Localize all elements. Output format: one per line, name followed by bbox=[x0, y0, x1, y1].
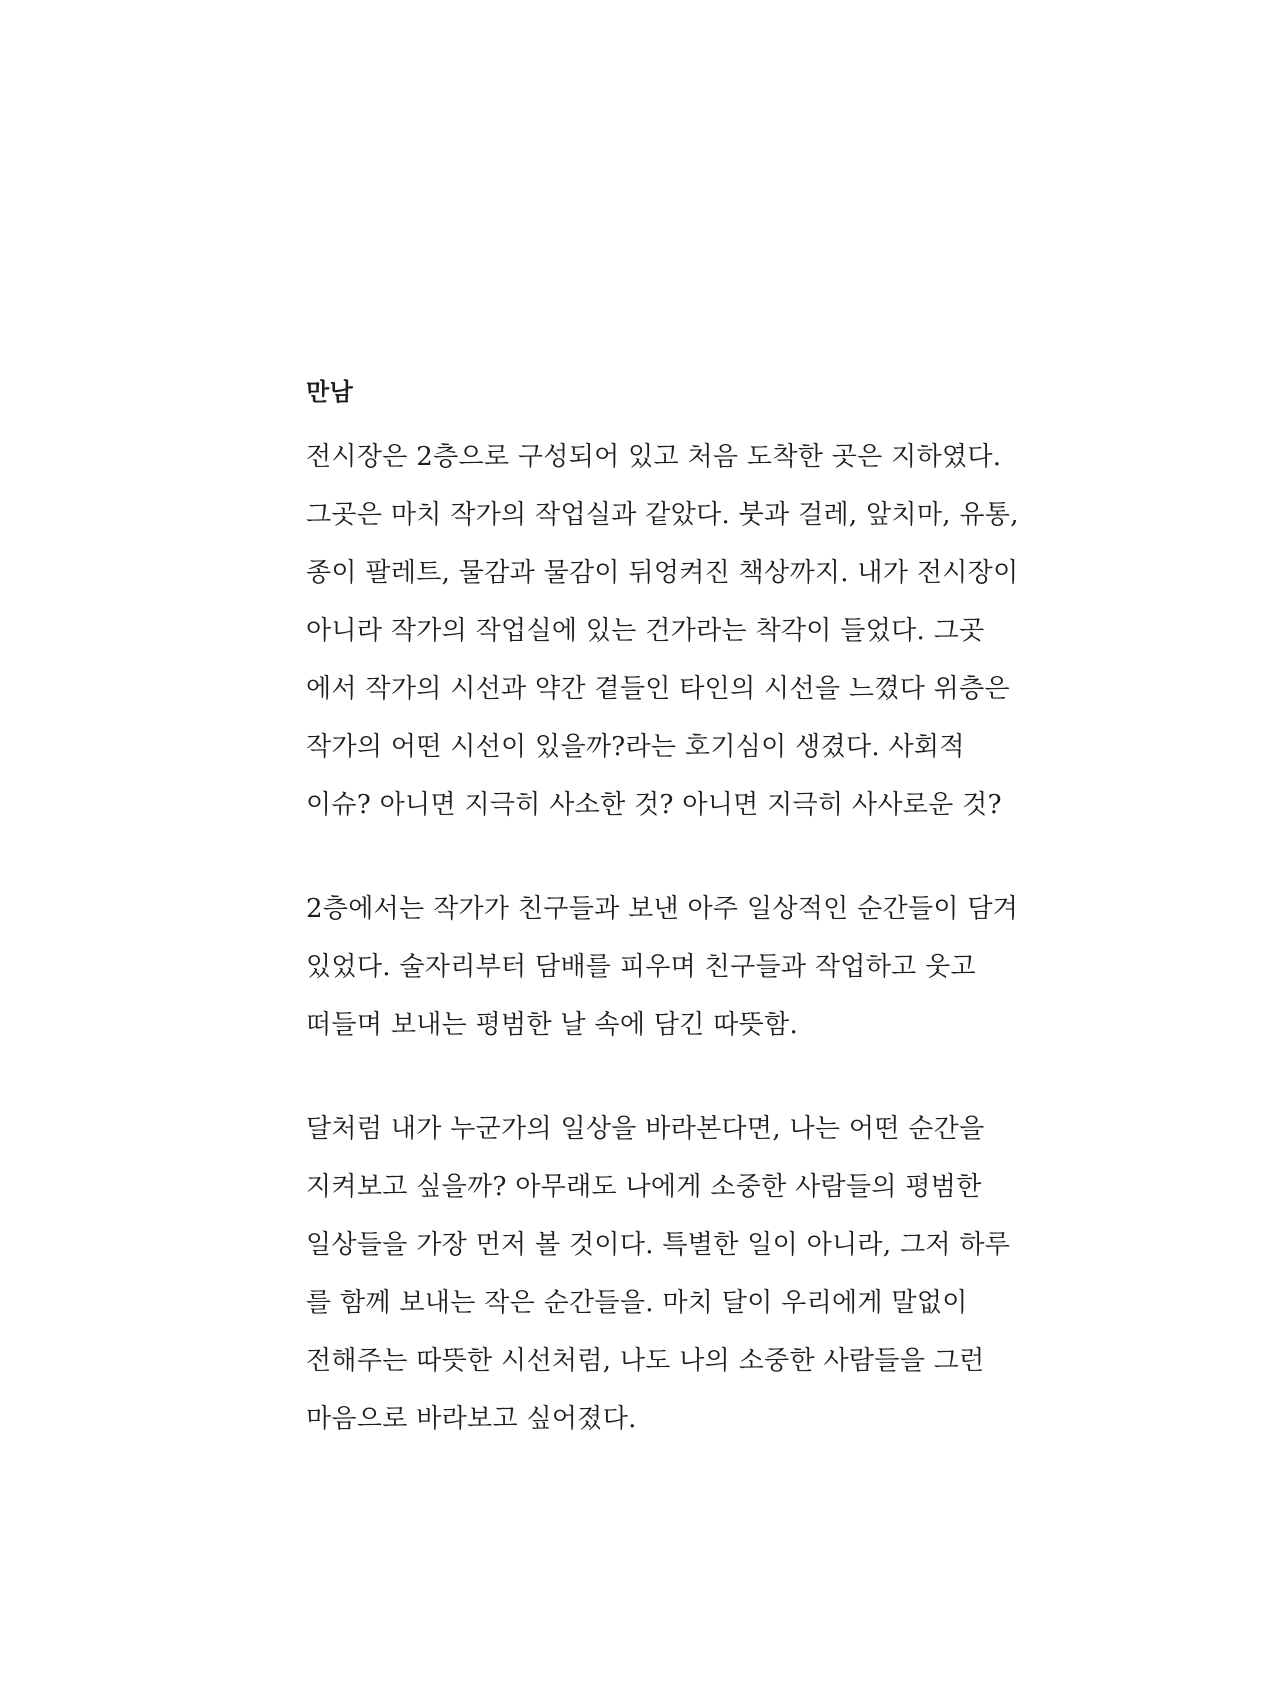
text-line: 일상들을 가장 먼저 볼 것이다. 특별한 일이 아니라, 그저 하루 bbox=[306, 1230, 1011, 1260]
text-line: 전시장은 2층으로 구성되어 있고 처음 도착한 곳은 지하였다. bbox=[306, 442, 1002, 472]
text-line: 작가의 어떤 시선이 있을까?라는 호기심이 생겼다. 사회적 bbox=[306, 732, 965, 762]
text-line: 이슈? 아니면 지극히 사소한 것? 아니면 지극히 사사로운 것? bbox=[306, 790, 1002, 820]
text-line: 를 함께 보내는 작은 순간들을. 마치 달이 우리에게 말없이 bbox=[306, 1288, 968, 1318]
text-line: 그곳은 마치 작가의 작업실과 같았다. 붓과 걸레, 앞치마, 유통, bbox=[306, 500, 1019, 530]
text-line: 아니라 작가의 작업실에 있는 건가라는 착각이 들었다. 그곳 bbox=[306, 616, 985, 646]
text-line: 지켜보고 싶을까? 아무래도 나에게 소중한 사람들의 평범한 bbox=[306, 1172, 982, 1202]
paragraph-second-floor bbox=[306, 880, 1019, 1054]
paragraph-reflection bbox=[306, 1100, 1011, 1448]
paragraph-basement bbox=[306, 428, 1019, 834]
article bbox=[306, 376, 1019, 1448]
text-line: 떠들며 보내는 평범한 날 속에 담긴 따뜻함. bbox=[306, 1010, 799, 1040]
text-line: 2층에서는 작가가 친구들과 보낸 아주 일상적인 순간들이 담겨 bbox=[306, 894, 1019, 924]
text-line: 있었다. 술자리부터 담배를 피우며 친구들과 작업하고 웃고 bbox=[306, 952, 976, 982]
text-line: 종이 팔레트, 물감과 물감이 뒤엉켜진 책상까지. 내가 전시장이 bbox=[306, 558, 1019, 588]
article-heading: 만남 bbox=[306, 378, 354, 406]
text-line: 마음으로 바라보고 싶어졌다. bbox=[306, 1404, 637, 1434]
text-line: 달처럼 내가 누군가의 일상을 바라본다면, 나는 어떤 순간을 bbox=[306, 1114, 985, 1144]
text-line: 전해주는 따뜻한 시선처럼, 나도 나의 소중한 사람들을 그런 bbox=[306, 1346, 985, 1376]
text-line: 에서 작가의 시선과 약간 곁들인 타인의 시선을 느꼈다 위층은 bbox=[306, 674, 1010, 704]
